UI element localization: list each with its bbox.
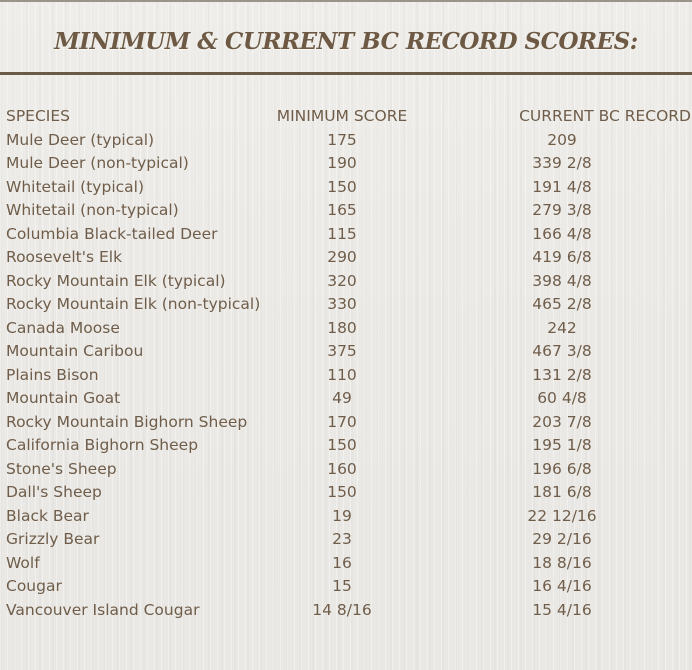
table-row [0,223,692,247]
table-row [0,528,692,552]
table-row [0,434,692,458]
species-cell: Cougar [6,577,62,595]
header-current-bc-record: CURRENT BC RECORD [519,107,691,125]
table-row [0,317,692,341]
minimum-score-cell: 175 [327,130,357,149]
top-edge-line [0,0,692,2]
species-cell: Whitetail (non-typical) [6,201,179,219]
minimum-score-cell: 14 8/16 [312,600,372,619]
table-row [0,270,692,294]
bc-record-cell: 465 2/8 [532,295,592,313]
species-cell: Mountain Goat [6,389,121,407]
minimum-score-cell: 150 [327,483,357,501]
minimum-score-cell: 290 [327,248,357,266]
bc-record-cell: 131 2/8 [532,365,592,384]
table-row [0,364,692,388]
species-cell: Mule Deer (typical) [6,130,155,149]
minimum-score-cell: 110 [327,365,357,384]
bc-record-cell: 398 4/8 [532,271,592,290]
table-header-row [0,105,692,129]
table-row [0,505,692,529]
minimum-score-cell: 180 [327,318,357,337]
header-minimum-score: MINIMUM SCORE [276,107,408,125]
header-species: SPECIES [6,107,71,125]
species-cell: Rocky Mountain Bighorn Sheep [6,412,248,431]
bc-record-cell: 181 6/8 [532,483,592,501]
minimum-score-cell: 375 [327,342,357,360]
minimum-score-cell: 49 [332,389,352,407]
table-row [0,176,692,200]
bc-record-cell: 60 4/8 [537,389,587,407]
minimum-score-cell: 19 [332,506,352,525]
minimum-score-cell: 16 [332,553,352,572]
table-row [0,552,692,576]
table-row [0,575,692,599]
table-row [0,387,692,411]
table-row [0,599,692,623]
table-row [0,129,692,153]
table-body [0,129,692,623]
table-row [0,152,692,176]
bc-record-cell: 279 3/8 [532,201,592,219]
species-cell: Rocky Mountain Elk (non-typical) [6,295,261,313]
minimum-score-cell: 115 [327,224,357,243]
minimum-score-cell: 23 [332,530,352,548]
minimum-score-cell: 150 [327,436,357,454]
minimum-score-cell: 165 [327,201,357,219]
title-divider [0,72,692,75]
species-cell: Plains Bison [6,365,99,384]
minimum-score-cell: 150 [327,177,357,196]
species-cell: Vancouver Island Cougar [6,600,200,619]
bc-record-cell: 467 3/8 [532,342,592,360]
minimum-score-cell: 320 [327,271,357,290]
minimum-score-cell: 330 [327,295,357,313]
species-cell: Roosevelt's Elk [6,248,123,266]
bc-record-cell: 242 [547,318,577,337]
bc-record-cell: 29 2/16 [532,530,592,548]
species-cell: Mule Deer (non-typical) [6,154,189,172]
table-row [0,411,692,435]
minimum-score-cell: 160 [327,459,357,478]
species-cell: Wolf [6,553,40,572]
table-row [0,293,692,317]
species-cell: Stone's Sheep [6,459,117,478]
table-row [0,340,692,364]
species-cell: Grizzly Bear [6,530,100,548]
species-cell: Rocky Mountain Elk (typical) [6,271,226,290]
bc-record-cell: 196 6/8 [532,459,592,478]
bc-record-cell: 419 6/8 [532,248,592,266]
bc-record-cell: 15 4/16 [532,600,592,619]
table-row [0,458,692,482]
minimum-score-cell: 170 [327,412,357,431]
species-cell: Dall's Sheep [6,483,102,501]
table-row [0,246,692,270]
records-table [0,105,692,622]
bc-record-cell: 195 1/8 [532,436,592,454]
bc-record-cell: 22 12/16 [527,506,597,525]
page-title: MINIMUM & CURRENT BC RECORD SCORES: [54,28,638,55]
species-cell: Columbia Black-tailed Deer [6,224,218,243]
species-cell: Black Bear [6,506,89,525]
table-row [0,199,692,223]
bc-record-cell: 209 [547,130,577,149]
species-cell: Canada Moose [6,318,120,337]
bc-record-cell: 16 4/16 [532,577,592,595]
bc-record-cell: 18 8/16 [532,553,592,572]
minimum-score-cell: 15 [332,577,352,595]
bc-record-cell: 339 2/8 [532,154,592,172]
table-row [0,481,692,505]
species-cell: Mountain Caribou [6,342,144,360]
bc-record-cell: 191 4/8 [532,177,592,196]
bc-record-cell: 166 4/8 [532,224,592,243]
minimum-score-cell: 190 [327,154,357,172]
bc-record-cell: 203 7/8 [532,412,592,431]
species-cell: California Bighorn Sheep [6,436,199,454]
species-cell: Whitetail (typical) [6,177,145,196]
